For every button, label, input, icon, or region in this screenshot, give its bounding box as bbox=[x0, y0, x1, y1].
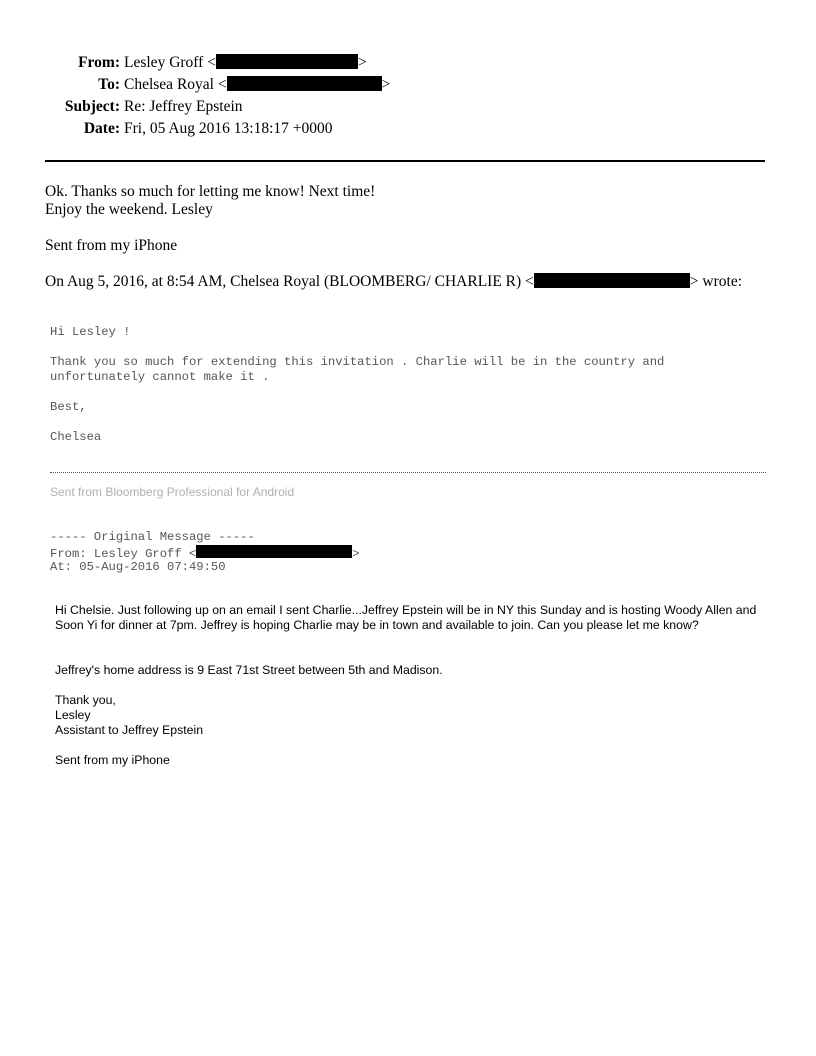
header-divider bbox=[45, 160, 765, 162]
original-from-close: > bbox=[352, 547, 360, 561]
chelsea-greeting: Hi Lesley ! bbox=[50, 325, 131, 339]
to-value bbox=[124, 76, 390, 94]
quote-intro-wrote: > wrote: bbox=[689, 273, 743, 290]
from-label: From: bbox=[78, 54, 120, 71]
bloomberg-divider bbox=[50, 472, 766, 473]
original-from-text: From: Lesley Groff < bbox=[50, 547, 197, 561]
date-label: Date: bbox=[83, 120, 120, 137]
redaction-box bbox=[216, 54, 358, 69]
to-email-close: > bbox=[381, 76, 391, 93]
from-email-open: < bbox=[207, 54, 216, 71]
to-label: To: bbox=[98, 76, 120, 93]
subject-value: Re: Jeffrey Epstein bbox=[124, 98, 243, 115]
date-value: Fri, 05 Aug 2016 13:18:17 +0000 bbox=[124, 120, 333, 137]
redaction-box bbox=[227, 76, 382, 91]
original-message-divider: ----- Original Message ----- bbox=[50, 530, 255, 544]
chelsea-signature: Chelsea bbox=[50, 430, 102, 444]
to-name: Chelsea Royal bbox=[124, 76, 214, 93]
original-at-line: At: 05-Aug-2016 07:49:50 bbox=[50, 560, 226, 574]
from-email-close: > bbox=[357, 54, 367, 71]
quote-intro-text: On Aug 5, 2016, at 8:54 AM, Chelsea Royal (BLOOMBERG/ CHARLIE R) < bbox=[45, 273, 534, 290]
reply-line-2: Enjoy the weekend. Lesley bbox=[45, 201, 213, 218]
to-email-open: < bbox=[217, 76, 227, 93]
chelsea-body: Thank you so much for extending this invitation . Charlie will be in the country and unfortunately cannot make it . bbox=[50, 355, 665, 384]
subject-label: Subject: bbox=[64, 98, 120, 115]
original-paragraph-2: Jeffrey's home address is 9 East 71st Street between 5th and Madison. bbox=[55, 663, 443, 677]
redaction-box bbox=[196, 545, 352, 558]
original-name: Lesley bbox=[55, 708, 91, 722]
from-value bbox=[124, 54, 367, 72]
original-sent-from: Sent from my iPhone bbox=[55, 753, 170, 767]
reply-line-1: Ok. Thanks so much for letting me know! Next time! bbox=[45, 183, 376, 200]
chelsea-closing: Best, bbox=[50, 400, 87, 414]
reply-sent-from: Sent from my iPhone bbox=[45, 237, 178, 254]
from-name: Lesley Groff bbox=[124, 54, 204, 71]
redaction-box bbox=[534, 273, 690, 288]
quote-intro bbox=[45, 273, 742, 291]
original-thanks: Thank you, bbox=[55, 693, 116, 707]
bloomberg-sent-from: Sent from Bloomberg Professional for Android bbox=[50, 485, 295, 499]
original-paragraph-1: Hi Chelsie. Just following up on an email I sent Charlie...Jeffrey Epstein will be in NY this Sunday and is hosting Woody Allen and Soon Yi for dinner at 7pm. Jeffrey is hoping Charlie may be in town and available to join. Can you please let me know? bbox=[55, 603, 757, 632]
original-title: Assistant to Jeffrey Epstein bbox=[55, 723, 204, 737]
